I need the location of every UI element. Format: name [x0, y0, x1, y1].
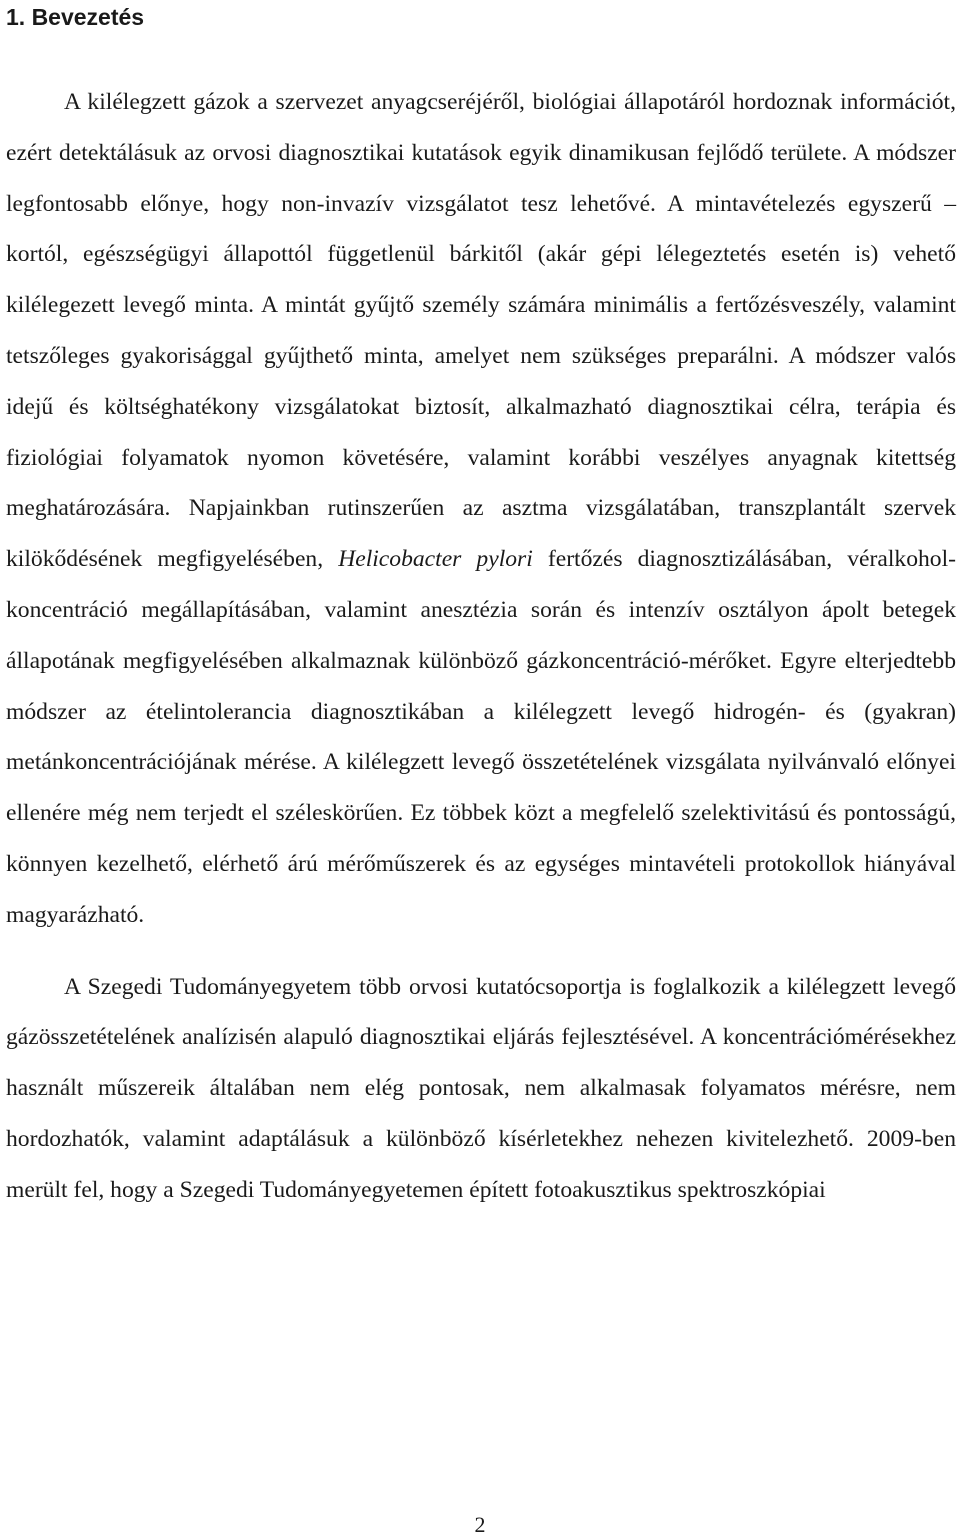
body-paragraph: [6, 962, 956, 1216]
document-page: [6, 0, 956, 1216]
section-heading: 1. Bevezetés: [6, 4, 145, 30]
page-number: 2: [474, 1512, 486, 1537]
species-name-italic: Helicobacter pylori: [338, 546, 533, 573]
paragraph-text: A kilélegzett gázok a szervezet anyagcseréjéről, biológiai állapotáról hordoznak információt, ezért detektálásuk az orvosi diagnosztikai kutatások egyik dinamikusan fejlődő területe. A módszer legfontosabb előnye, hogy non-invazív vizsgálatot tesz lehetővé. A mintavételezés egyszerű – kortól, egészségügyi állapottól függetlenül bárkitől (akár gépi lélegeztetés esetén is) vehető kilélegezett levegő minta. A mintát gyűjtő személy számára minimális a fertőzésveszély, valamint tetszőleges gyakorisággal gyűjthető minta, amelyet nem szükséges preparálni. A módszer valós idejű és költséghatékony vizsgálatokat biztosít, alkalmazható diagnosztikai célra, terápia és fiziológiai folyamatok nyomon követésére, valamint korábbi veszélyes anyagnak kitettség meghatározására. Napjainkban rutinszerűen az asztma vizsgálatában, transzplantált szervek kilökődésének megfigyelésében,: [6, 89, 956, 573]
paragraph-text: fertőzés diagnosztizálásában, véralkohol-koncentráció megállapításában, valamint anesztézia során és intenzív osztályon ápolt betegek állapotának megfigyelésében alkalmaznak különböző gázkoncentráció-mérőket. Egyre elterjedtebb módszer az ételintolerancia diagnosztikában a kilélegzett levegő hidrogén- és (gyakran) metánkoncentrációjának mérése. A kilélegzett levegő összetételének vizsgálata nyilvánvaló előnyei ellenére még nem terjedt el széleskörűen. Ez többek közt a megfelelő szelektivitású és pontosságú, könnyen kezelhető, elérhető árú mérőműszerek és az egységes mintavételi protokollok hiányával magyarázható.: [6, 546, 957, 928]
body-paragraph: [6, 77, 956, 941]
paragraph-text: A Szegedi Tudományegyetem több orvosi kutatócsoportja is foglalkozik a kilélegzett levegő gázösszetételének analízisén alapuló diagnosztikai eljárás fejlesztésével. A koncentrációmérésekhez használt műszereik általában nem elég pontosak, nem alkalmasak folyamatos mérésre, nem hordozhatók, valamint adaptálásuk a különböző kísérletekhez nehezen kivitelezhető. 2009-ben merült fel, hogy a Szegedi Tudományegyetemen épített fotoakusztikus spektroszkópiai: [6, 973, 956, 1203]
